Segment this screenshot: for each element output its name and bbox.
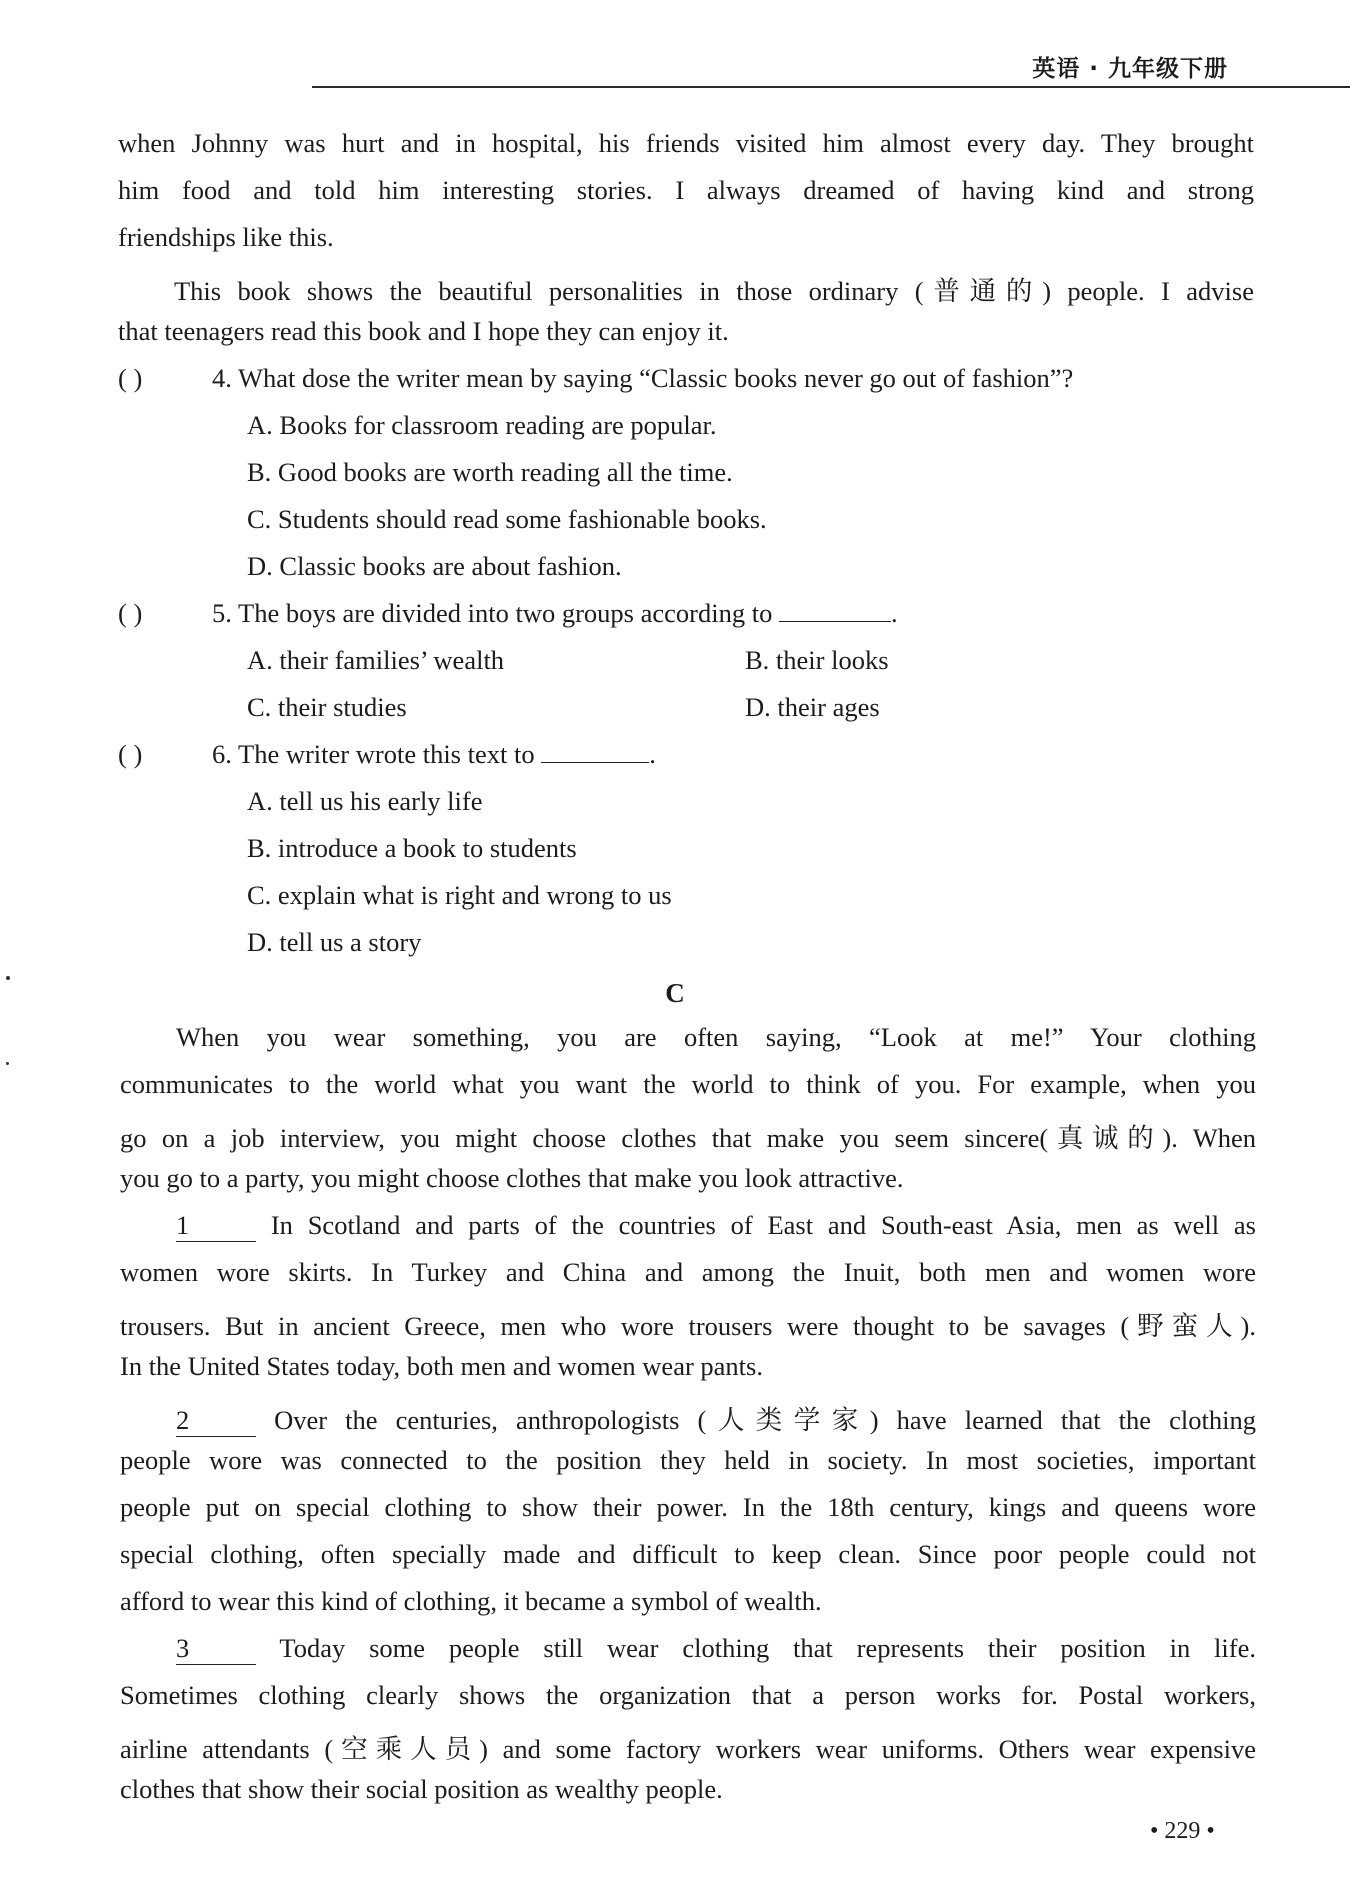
stem-text: 5. The boys are divided into two groups according to: [212, 598, 773, 628]
question-stem: 4. What dose the writer mean by saying “Classic books never go out of fashion”?: [212, 363, 1074, 393]
body-line: [176, 1210, 1256, 1242]
option[interactable]: A. tell us his early life: [247, 786, 483, 816]
option[interactable]: A. their families’ wealth: [247, 645, 505, 675]
body-line: people put on special clothing to show their power. In the 18th century, kings and queens wore: [120, 1492, 1256, 1522]
body-line: Sometimes clothing clearly shows the organization that a person works for. Postal workers,: [120, 1680, 1256, 1710]
line-text: In Scotland and parts of the countries of East and South-east Asia, men as well as: [270, 1210, 1256, 1240]
body-line: afford to wear this kind of clothing, it became a symbol of wealth.: [120, 1586, 822, 1616]
line-text: Over the centuries, anthropologists (人类学家) have learned that the clothing: [274, 1405, 1256, 1435]
page-number: • 229 •: [1150, 1818, 1215, 1844]
option[interactable]: C. their studies: [247, 692, 407, 722]
fill-blank[interactable]: [541, 740, 649, 763]
section-heading: C: [665, 978, 685, 1008]
answer-bracket[interactable]: ( ): [118, 598, 143, 628]
answer-blank-2[interactable]: 2: [176, 1405, 256, 1437]
running-header: 英语 · 九年级下册: [1032, 56, 1228, 82]
body-line: airline attendants (空乘人员) and some factory workers wear uniforms. Others wear expensive: [120, 1734, 1256, 1764]
stem-end: .: [649, 739, 656, 769]
question-stem: [212, 598, 898, 629]
option[interactable]: C. Students should read some fashionable books.: [247, 504, 767, 534]
option[interactable]: B. introduce a book to students: [247, 833, 577, 863]
body-line: go on a job interview, you might choose clothes that make you seem sincere(真诚的). When: [120, 1123, 1256, 1153]
stem-text: 6. The writer wrote this text to: [212, 739, 535, 769]
line-text: Today some people still wear clothing that represents their position in life.: [279, 1633, 1256, 1663]
scan-mark: [6, 1062, 9, 1065]
answer-bracket[interactable]: ( ): [118, 363, 143, 393]
body-line: when Johnny was hurt and in hospital, his friends visited him almost every day. They brought: [118, 128, 1254, 158]
body-line: clothes that show their social position as wealthy people.: [120, 1774, 723, 1804]
scan-mark: [6, 976, 10, 980]
answer-blank-3[interactable]: 3: [176, 1633, 256, 1665]
body-line: him food and told him interesting stories. I always dreamed of having kind and strong: [118, 175, 1254, 205]
body-line: that teenagers read this book and I hope they can enjoy it.: [118, 316, 729, 346]
option[interactable]: D. Classic books are about fashion.: [247, 551, 622, 581]
body-line: special clothing, often specially made and difficult to keep clean. Since poor people could not: [120, 1539, 1256, 1569]
body-line: communicates to the world what you want the world to think of you. For example, when you: [120, 1069, 1256, 1099]
body-line: When you wear something, you are often saying, “Look at me!” Your clothing: [176, 1022, 1256, 1052]
body-line: [176, 1633, 1256, 1665]
body-line: you go to a party, you might choose clothes that make you look attractive.: [120, 1163, 904, 1193]
body-line: people wore was connected to the position they held in society. In most societies, important: [120, 1445, 1256, 1475]
body-line: This book shows the beautiful personalities in those ordinary (普通的) people. I advise: [174, 276, 1254, 306]
body-line: friendships like this.: [118, 222, 334, 252]
question-stem: [212, 739, 656, 770]
option[interactable]: B. their looks: [745, 645, 889, 675]
option[interactable]: C. explain what is right and wrong to us: [247, 880, 672, 910]
answer-bracket[interactable]: ( ): [118, 739, 143, 769]
body-line: trousers. But in ancient Greece, men who wore trousers were thought to be savages (野蛮人).: [120, 1311, 1256, 1341]
body-line: In the United States today, both men and women wear pants.: [120, 1351, 763, 1381]
option[interactable]: B. Good books are worth reading all the time.: [247, 457, 733, 487]
option[interactable]: A. Books for classroom reading are popular.: [247, 410, 717, 440]
fill-blank[interactable]: [779, 599, 891, 622]
stem-end: .: [890, 598, 898, 628]
option[interactable]: D. their ages: [745, 692, 880, 722]
option[interactable]: D. tell us a story: [247, 927, 422, 957]
header-rule: [312, 86, 1350, 88]
answer-blank-1[interactable]: 1: [176, 1210, 256, 1242]
body-line: women wore skirts. In Turkey and China and among the Inuit, both men and women wore: [120, 1257, 1256, 1287]
body-line: [176, 1398, 1256, 1437]
